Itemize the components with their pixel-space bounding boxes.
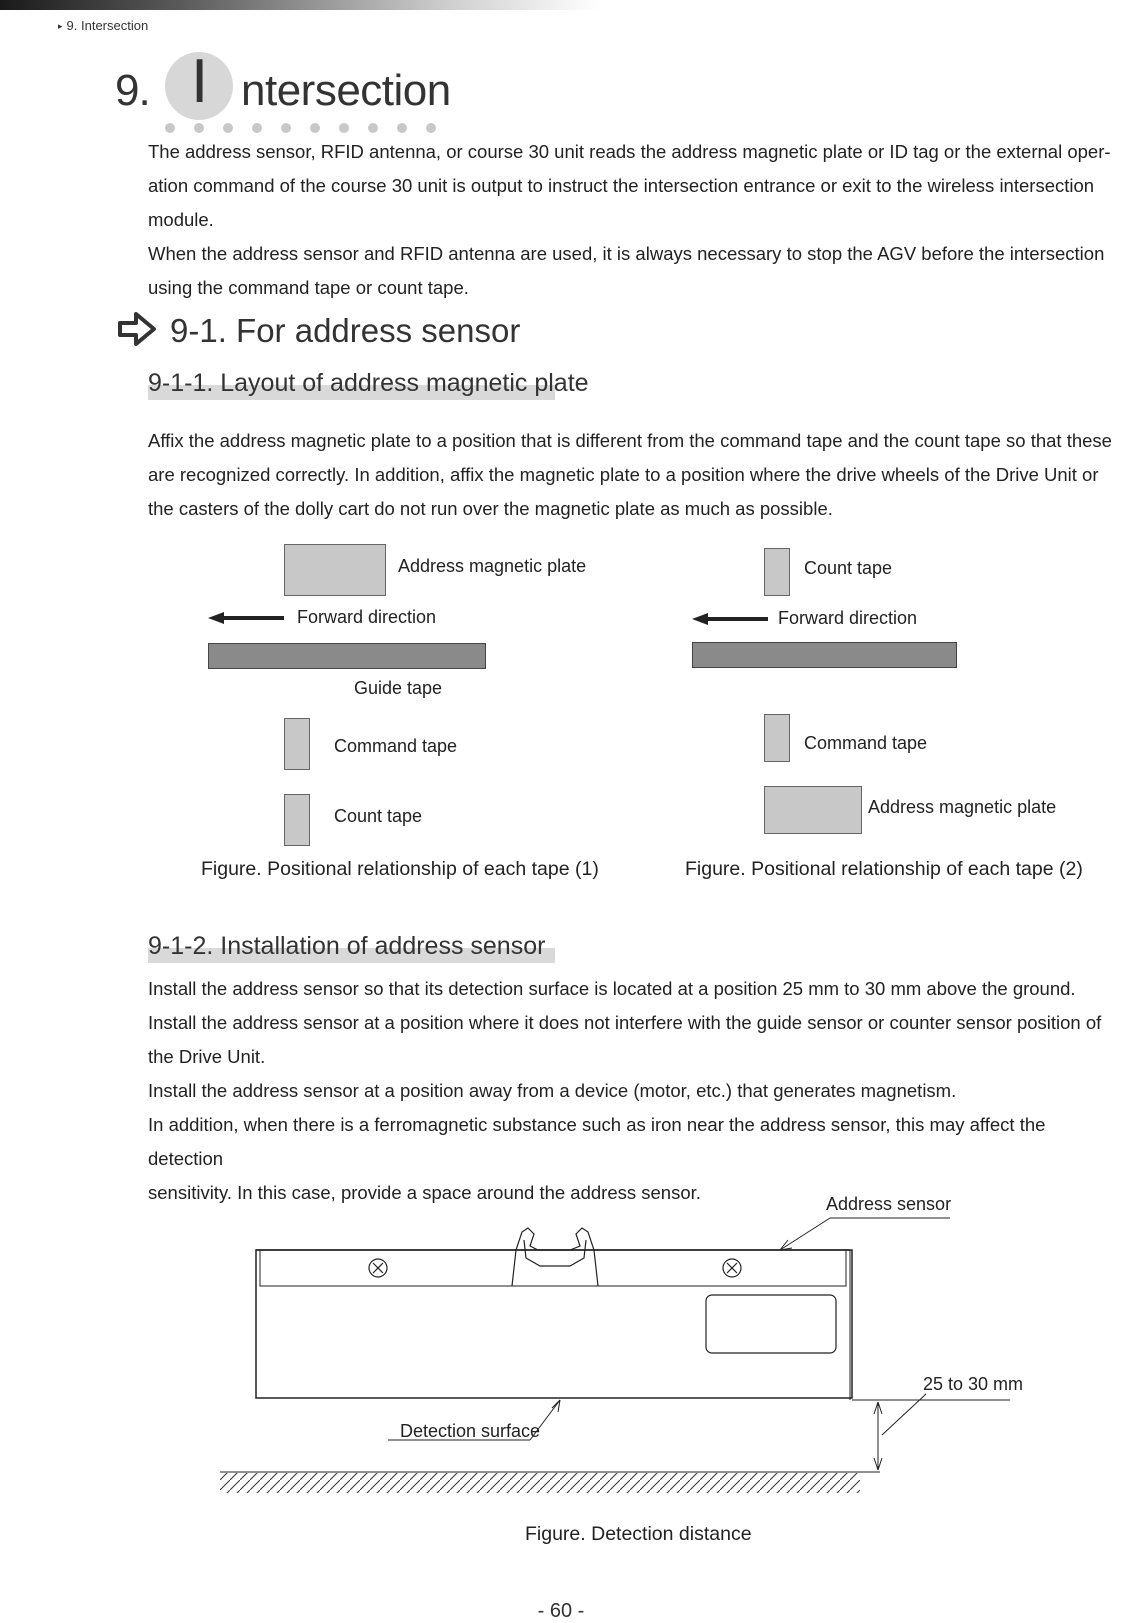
guide-tape-shape xyxy=(208,643,486,669)
figure-caption: Figure. Detection distance xyxy=(525,1523,752,1545)
intro-line: module. xyxy=(148,209,214,230)
body-line: Install the address sensor at a position away from a device (motor, etc.) that generates magnetism. xyxy=(148,1080,957,1101)
subsection-heading-9-1-1 xyxy=(148,369,589,398)
figure-caption: Figure. Positional relationship of each tape (1) xyxy=(201,858,599,880)
subsection-title: 9-1-2. Installation of address sensor xyxy=(148,932,546,960)
guide-tape-label: Guide tape xyxy=(354,678,443,698)
command-tape-shape xyxy=(284,718,310,770)
intro-line: using the command tape or count tape. xyxy=(148,277,469,298)
body-line: Install the address sensor so that its detection surface is located at a position 25 mm to 30 mm above the ground. xyxy=(148,978,1076,999)
page-number: - 60 - xyxy=(537,1600,585,1622)
header-gradient-bar xyxy=(0,0,600,10)
body-line: the Drive Unit. xyxy=(148,1046,266,1067)
detection-surface-label: Detection surface xyxy=(400,1421,541,1441)
forward-direction-label: Forward direction xyxy=(297,607,437,627)
command-tape-shape xyxy=(764,714,790,762)
address-plate-label: Address magnetic plate xyxy=(398,556,587,576)
installation-paragraph xyxy=(148,972,1122,1210)
title-dot-decoration xyxy=(165,123,565,135)
body-line: the casters of the dolly cart do not run over the magnetic plate as much as possible. xyxy=(148,498,833,519)
section-number: 9-1. xyxy=(170,312,227,349)
count-tape-shape xyxy=(764,548,790,596)
count-tape-label: Count tape xyxy=(334,806,423,826)
address-plate-label: Address magnetic plate xyxy=(868,797,1057,817)
chevron-right-icon: ▸ xyxy=(58,21,63,31)
address-sensor-drawing xyxy=(220,1190,1060,1510)
figure-caption: Figure. Positional relationship of each tape (2) xyxy=(685,858,1083,880)
intro-paragraph xyxy=(148,135,1122,305)
body-line: sensitivity. In this case, provide a space around the address sensor. xyxy=(148,1182,701,1203)
section-title: For address sensor xyxy=(236,312,521,349)
forward-arrow-icon xyxy=(690,611,770,627)
guide-tape-shape xyxy=(692,642,957,668)
address-plate-shape xyxy=(284,544,386,596)
count-tape-label: Count tape xyxy=(804,558,893,578)
chapter-number: 9. xyxy=(115,66,150,115)
section-heading-9-1 xyxy=(118,312,520,354)
intro-line: When the address sensor and RFID antenna are used, it is always necessary to stop the AGV before the intersection xyxy=(148,243,1105,264)
body-line: In addition, when there is a ferromagnetic substance such as iron near the address sensor, this may affect the detection xyxy=(148,1114,1046,1169)
layout-paragraph xyxy=(148,424,1122,526)
forward-arrow-icon xyxy=(206,610,286,626)
arrow-circle-right-icon xyxy=(118,312,156,354)
intro-line: ation command of the course 30 unit is output to instruct the intersection entrance or exit to the wireless intersection xyxy=(148,175,1095,196)
breadcrumb xyxy=(58,18,148,33)
body-line: are recognized correctly. In addition, affix the magnetic plate to a position where the drive wheels of the Drive Unit or xyxy=(148,464,1099,485)
body-line: Affix the address magnetic plate to a position that is different from the command tape and the count tape so that these xyxy=(148,430,1112,451)
chapter-title-initial: I xyxy=(191,47,209,116)
distance-label: 25 to 30 mm xyxy=(923,1374,1024,1394)
intro-line: The address sensor, RFID antenna, or course 30 unit reads the address magnetic plate or ID tag or the external oper- xyxy=(148,141,1111,162)
subsection-title: 9-1-1. Layout of address magnetic plate xyxy=(148,369,589,397)
breadcrumb-label: 9. Intersection xyxy=(66,18,149,33)
address-plate-shape xyxy=(764,786,862,834)
command-tape-label: Command tape xyxy=(334,736,458,756)
count-tape-shape xyxy=(284,794,310,846)
body-line: Install the address sensor at a position where it does not interfere with the guide sensor or counter sensor position of xyxy=(148,1012,1102,1033)
address-sensor-label: Address sensor xyxy=(826,1194,952,1214)
chapter-title-text: ntersection xyxy=(241,66,451,115)
subsection-heading-9-1-2 xyxy=(148,932,545,961)
command-tape-label: Command tape xyxy=(804,733,928,753)
forward-direction-label: Forward direction xyxy=(778,608,918,628)
